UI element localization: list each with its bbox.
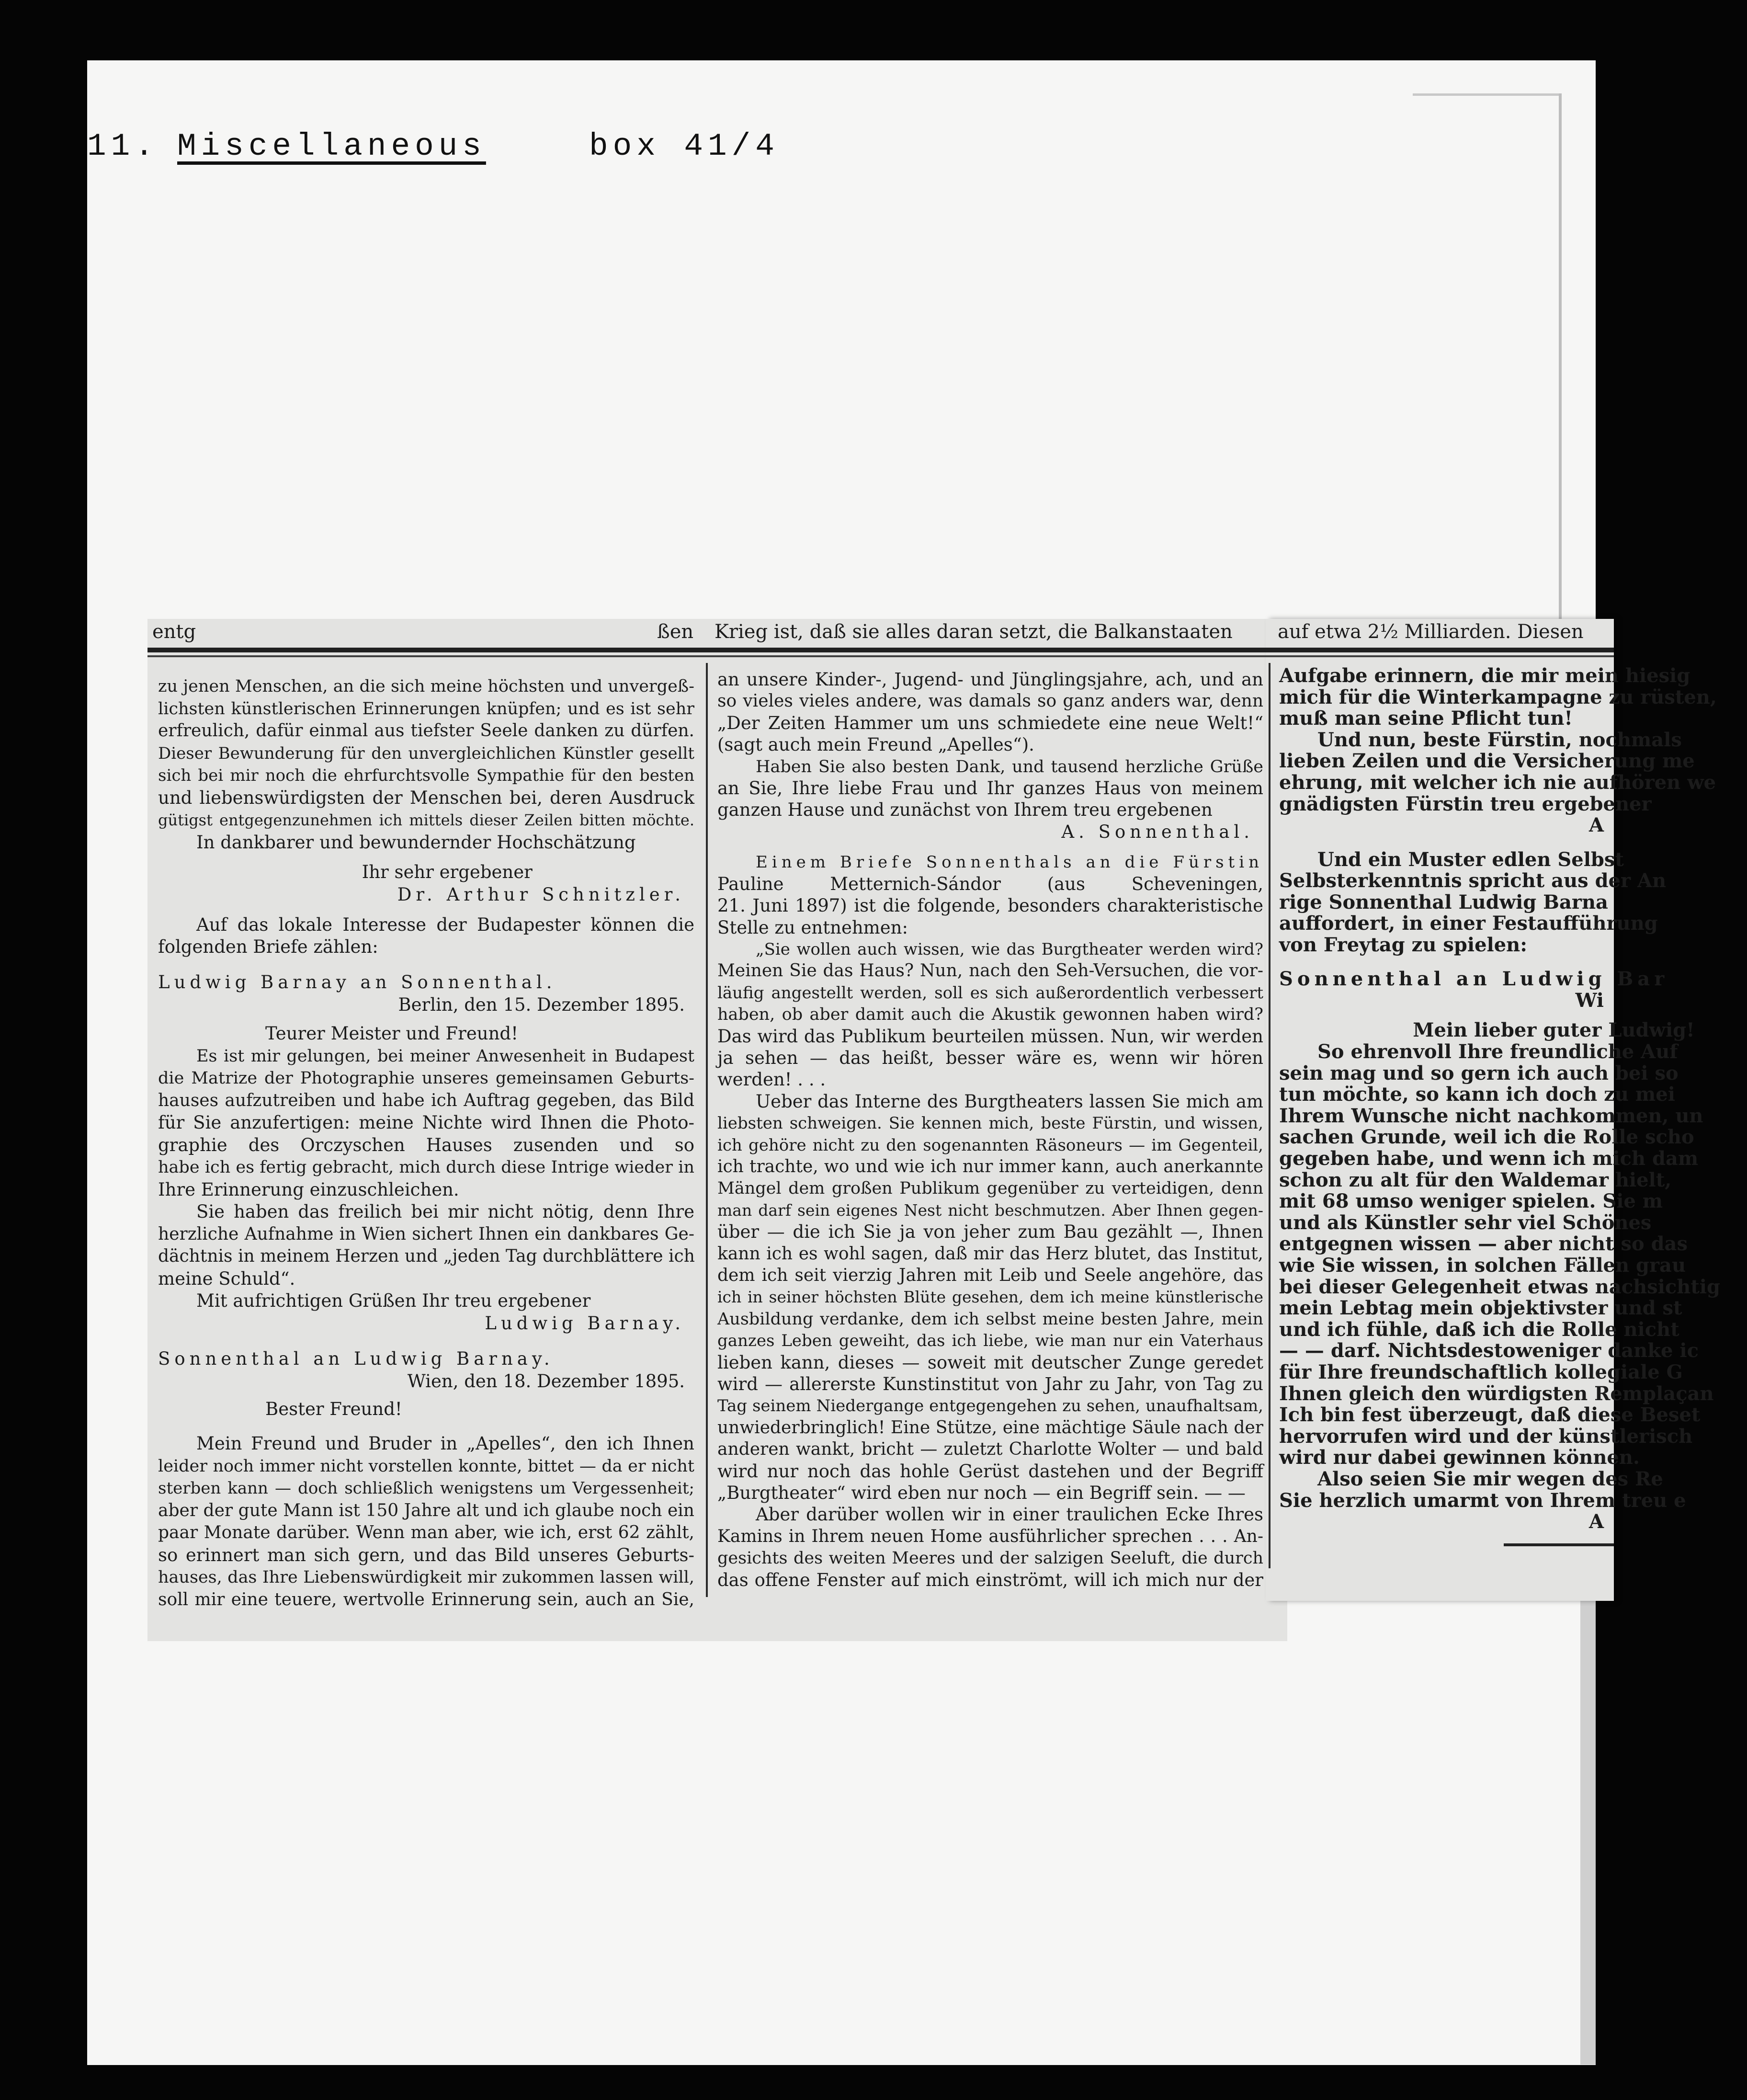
text-line: Und ein Muster edlen Selbst: [1317, 848, 1624, 871]
text-line: lichsten künstlerischen Erinnerungen knüpfen; und es ist sehr: [158, 699, 694, 719]
text-line: bei dieser Gelegenheit etwas nachsichtig: [1279, 1275, 1720, 1298]
text-line: an unsere Kinder-, Jugend- und Jünglingsjahre, ach, und an: [717, 669, 1263, 690]
text-line: gütigst entgegenzunehmen ich mittels dieser Zeilen bitten möchte.: [158, 811, 694, 829]
text-line: ganzes Leben geweiht, das ich liebe, wie man nur ein Vaterhaus: [717, 1331, 1263, 1351]
text-line: Sonnenthal an Ludwig Barnay.: [158, 1348, 554, 1370]
text-line: tun möchte, so kann ich doch zu mei: [1279, 1083, 1675, 1106]
text-line: erfreulich, dafür einmal aus tiefster Seele danken zu dürfen.: [158, 721, 694, 741]
text-line: ehrung, mit welcher ich nie aufhören we: [1279, 771, 1716, 794]
text-line: „Sie wollen auch wissen, wie das Burgtheater werden wird?: [756, 939, 1263, 959]
text-line: — — darf. Nichtsdestoweniger danke ic: [1279, 1339, 1699, 1362]
text-line: Sonnenthal an Ludwig Bar: [1279, 968, 1669, 991]
text-line: sterben kann — doch schließlich wenigstens um Vergessenheit;: [158, 1479, 694, 1498]
text-line: gegeben habe, und wenn ich mich dam: [1279, 1147, 1699, 1170]
text-line: (sagt auch mein Freund „Apelles“).: [717, 734, 1034, 755]
text-line: an Sie, Ihre liebe Frau und Ihr ganzes Haus von meinem: [717, 778, 1263, 799]
text-line: mit 68 umso weniger spielen. Sie m: [1279, 1190, 1663, 1213]
text-line: Sie haben das freilich bei mir nicht nötig, denn Ihre: [196, 1201, 694, 1222]
text-line: für Ihre freundschaftlich kollegiale G: [1279, 1360, 1683, 1383]
text-line: mein Lebtag mein objektivster und st: [1279, 1297, 1682, 1320]
text-line: schon zu alt für den Waldemar hielt,: [1279, 1168, 1672, 1191]
text-line: gnädigsten Fürstin treu ergebener: [1279, 792, 1652, 815]
text-line: Berlin, den 15. Dezember 1895.: [398, 994, 685, 1015]
text-line: von Freytag zu spielen:: [1279, 933, 1528, 956]
text-line: Teurer Meister und Freund!: [265, 1023, 518, 1044]
text-line: hauses aufzutreiben und habe ich Auftrag gegeben, das Bild: [158, 1090, 694, 1110]
text-line: Auf das lokale Interesse der Budapester können die: [196, 914, 694, 935]
text-line: ja sehen — das heißt, besser wäre es, wenn wir hören: [717, 1047, 1263, 1068]
text-line: haben, ob aber damit auch die Akustik gewonnen haben wird?: [717, 1005, 1263, 1025]
text-line: aber der gute Mann ist 150 Jahre alt und ich glaube noch ein: [158, 1500, 694, 1520]
text-line: meine Schuld“.: [158, 1268, 295, 1289]
text-line: Aber darüber wollen wir in einer traulichen Ecke Ihres: [756, 1504, 1263, 1525]
text-line: auffordert, in einer Festaufführung: [1279, 912, 1658, 935]
text-line: A: [1588, 814, 1604, 837]
text-line: die Matrize der Photographie unseres gemeinsamen Geburts-: [158, 1069, 694, 1088]
text-line: ich gehöre nicht zu den sogenannten Räsoneurs — im Gegenteil,: [717, 1135, 1263, 1155]
text-line: liebsten schweigen. Sie kennen mich, beste Fürstin, und wissen,: [717, 1114, 1263, 1133]
text-line: dem ich seit vierzig Jahren mit Leib und Seele angehöre, das: [717, 1265, 1263, 1285]
text-line: Selbsterkenntnis spricht aus der An: [1279, 869, 1667, 892]
end-rule: [1504, 1543, 1614, 1546]
text-line: habe ich es fertig gebracht, mich durch diese Intrige wieder in: [158, 1158, 694, 1177]
text-line: Pauline Metternich-Sándor (aus Scheveningen,: [717, 873, 1263, 894]
text-line: sein mag und so gern ich auch bei so: [1279, 1061, 1679, 1084]
text-line: Ueber das Interne des Burgtheaters lassen Sie mich am: [756, 1091, 1263, 1112]
text-line: gesichts des weiten Meeres und der salzigen Seeluft, die durch: [717, 1549, 1263, 1568]
text-line: Und nun, beste Fürstin, nochmals: [1317, 728, 1682, 751]
text-line: so erinnert man sich gern, und das Bild unseres Geburts-: [158, 1544, 694, 1565]
text-line: Meinen Sie das Haus? Nun, nach den Seh-Versuchen, die vor-: [717, 961, 1263, 981]
column-divider: [706, 663, 708, 1597]
text-line: das offene Fenster auf mich einströmt, will ich mich nur der: [717, 1569, 1263, 1590]
text-line: hauses, das Ihre Liebenswürdigkeit mir zukommen lassen will,: [158, 1568, 694, 1587]
text-line: Wi: [1575, 989, 1604, 1012]
text-line: und als Künstler sehr viel Schönes: [1279, 1211, 1652, 1234]
text-line: wie Sie wissen, in solchen Fällen grau: [1279, 1254, 1686, 1277]
text-line: soll mir eine teuere, wertvolle Erinnerung sein, auch an Sie,: [158, 1589, 694, 1609]
text-line: A: [1588, 1510, 1604, 1533]
folder-number: 11.: [87, 128, 159, 164]
text-line: Stelle zu entnehmen:: [717, 917, 908, 938]
text-line: Wien, den 18. Dezember 1895.: [407, 1370, 685, 1392]
text-line: Dr. Arthur Schnitzler.: [397, 884, 685, 905]
text-line: Ihnen gleich den würdigsten Remplaçan: [1279, 1382, 1714, 1405]
text-line: Sie herzlich umarmt von Ihrem treu e: [1279, 1489, 1686, 1512]
text-line: A. Sonnenthal.: [1061, 821, 1254, 842]
text-line: und ich fühle, daß ich die Rolle nicht: [1279, 1318, 1679, 1341]
text-line: Ihr sehr ergebener: [362, 862, 533, 883]
text-line: sachen Grunde, weil ich die Rolle scho: [1279, 1126, 1694, 1149]
text-line: Tag seinem Niedergange entgegengehen zu sehen, unaufhaltsam,: [717, 1396, 1263, 1416]
text-line: kann ich es wohl sagen, daß mir das Herz blutet, das Institut,: [717, 1244, 1263, 1264]
text-line: Dieser Bewunderung für den unvergleichlichen Künstler gesellt: [158, 743, 694, 763]
text-line: Das wird das Publikum beurteilen müssen. Nun, wir werden: [717, 1026, 1263, 1047]
text-line: leider noch immer nicht vorstellen konnte, bittet — da er nicht: [158, 1456, 694, 1476]
text-line: lieben kann, dieses — soweit mit deutscher Zunge geredet: [717, 1352, 1263, 1373]
text-line: und liebenswürdigsten der Menschen bei, deren Ausdruck: [158, 787, 694, 808]
text-line: Ich bin fest überzeugt, daß diese Beset: [1279, 1404, 1701, 1427]
page-edge-strip: [1580, 1600, 1596, 2065]
text-line: Ausbildung verdanke, dem ich selbst meine besten Jahre, mein: [717, 1309, 1263, 1329]
text-line: ich in seiner höchsten Blüte gesehen, dem ich meine künstlerische: [717, 1288, 1263, 1307]
text-line: paar Monate darüber. Wenn man aber, wie ich, erst 62 zählt,: [158, 1523, 694, 1542]
text-line: ich trachte, wo und wie ich nur immer kann, auch anerkannte: [717, 1156, 1263, 1176]
text-line: herzliche Aufnahme in Wien sichert Ihnen ein dankbares Ge-: [158, 1224, 694, 1244]
text-line: Also seien Sie mir wegen des Re: [1317, 1467, 1663, 1490]
text-line: für Sie anzufertigen: meine Nichte wird Ihnen die Photo-: [158, 1112, 694, 1133]
underlying-sheet-edge: [1559, 93, 1562, 620]
text-line: werden! . . .: [717, 1069, 826, 1090]
text-line: über — die ich Sie ja von jeher zum Bau gezählt —, Ihnen: [717, 1221, 1263, 1243]
text-line: mich für die Winterkampagne zu rüsten,: [1279, 685, 1717, 708]
text-line: anderen wankt, bricht — zuletzt Charlotte Wolter — und bald: [717, 1439, 1263, 1460]
cut-headline-fragment: ßen: [657, 621, 694, 643]
text-line: Ihre Erinnerung einzuschleichen.: [158, 1179, 459, 1200]
text-line: läufig angestellt werden, soll es sich außerordentlich verbessert: [717, 983, 1263, 1003]
text-line: Ihrem Wunsche nicht nachkommen, un: [1279, 1104, 1703, 1127]
text-line: hervorrufen wird und der künstlerisch: [1279, 1425, 1693, 1448]
text-line: Kamins in Ihrem neuen Home ausführlicher sprechen . . . An-: [717, 1526, 1263, 1546]
text-line: lieben Zeilen und die Versicherung me: [1279, 750, 1695, 773]
text-line: rige Sonnenthal Ludwig Barna: [1279, 890, 1608, 913]
text-line: Aufgabe erinnern, die mir mein hiesig: [1279, 664, 1690, 687]
text-line: graphie des Orczyschen Hauses zusenden und so: [158, 1134, 694, 1155]
text-line: man darf sein eigenes Nest nicht beschmutzen. Aber Ihnen gegen-: [717, 1200, 1263, 1220]
text-line: folgenden Briefe zählen:: [158, 936, 378, 958]
text-line: ganzen Hause und zunächst von Ihrem treu ergebenen: [717, 799, 1213, 821]
text-line: So ehrenvoll Ihre freundliche Auf: [1317, 1040, 1678, 1063]
text-line: Ludwig Barnay an Sonnenthal.: [158, 972, 556, 993]
text-line: Einem Briefe Sonnenthals an die Fürstin: [756, 853, 1263, 872]
text-line: wird — allererste Kunstinstitut von Jahr zu Jahr, von Tag zu: [717, 1373, 1263, 1394]
text-line: Ludwig Barnay.: [485, 1312, 685, 1334]
text-line: dächtnis in meinem Herzen und „jeden Tag durchblättere ich: [158, 1246, 695, 1267]
text-line: so vieles vieles andere, was damals so ganz anders war, denn: [717, 691, 1263, 711]
cut-headline-fragment: entg: [152, 621, 196, 643]
text-line: Mit aufrichtigen Grüßen Ihr treu ergebener: [196, 1290, 591, 1312]
text-line: Mängel dem großen Publikum gegenüber zu verteidigen, denn: [717, 1179, 1263, 1198]
folder-category: Miscellaneous: [177, 128, 486, 164]
text-line: Bester Freund!: [265, 1398, 402, 1419]
text-line: Mein lieber guter Ludwig!: [1413, 1019, 1695, 1042]
text-line: muß man seine Pflicht tun!: [1279, 707, 1573, 730]
text-line: zu jenen Menschen, an die sich meine höchsten und unvergeß-: [158, 677, 694, 696]
column-3-crop: [1266, 619, 1720, 1601]
text-line: unwiederbringlich! Eine Stütze, eine mächtige Säule nach der: [717, 1417, 1263, 1438]
text-line: entgegnen wissen — aber nicht so das: [1279, 1233, 1688, 1255]
text-line: wird nur dabei gewinnen können.: [1279, 1446, 1640, 1469]
text-line: Haben Sie also besten Dank, und tausend herzliche Grüße: [756, 757, 1263, 776]
text-line: sich bei mir noch die ehrfurchtsvolle Sympathie für den besten: [158, 766, 694, 785]
text-line: „Burgtheater“ wird eben nur noch — ein Begriff sein. — —: [717, 1482, 1246, 1503]
text-line: 21. Juni 1897) ist die folgende, besonders charakteristische: [717, 895, 1263, 916]
cut-headline-fragment: auf etwa 2½ Milliarden. Diesen: [1278, 621, 1584, 643]
cut-headline-fragment: Krieg ist, daß sie alles daran setzt, die Balkanstaaten: [715, 621, 1233, 643]
text-line: In dankbarer und bewundernder Hochschätzung: [196, 832, 636, 853]
box-label: box 41/4: [589, 128, 779, 164]
text-line: Mein Freund und Bruder in „Apelles“, den ich Ihnen: [196, 1433, 694, 1454]
text-line: Es ist mir gelungen, bei meiner Anwesenheit in Budapest: [196, 1046, 694, 1066]
text-line: wird nur noch das hohle Gerüst dastehen und der Begriff: [717, 1461, 1263, 1482]
text-line: „Der Zeiten Hammer um uns schmiedete eine neue Welt!“: [717, 712, 1263, 733]
underlying-sheet-edge: [1413, 93, 1561, 96]
